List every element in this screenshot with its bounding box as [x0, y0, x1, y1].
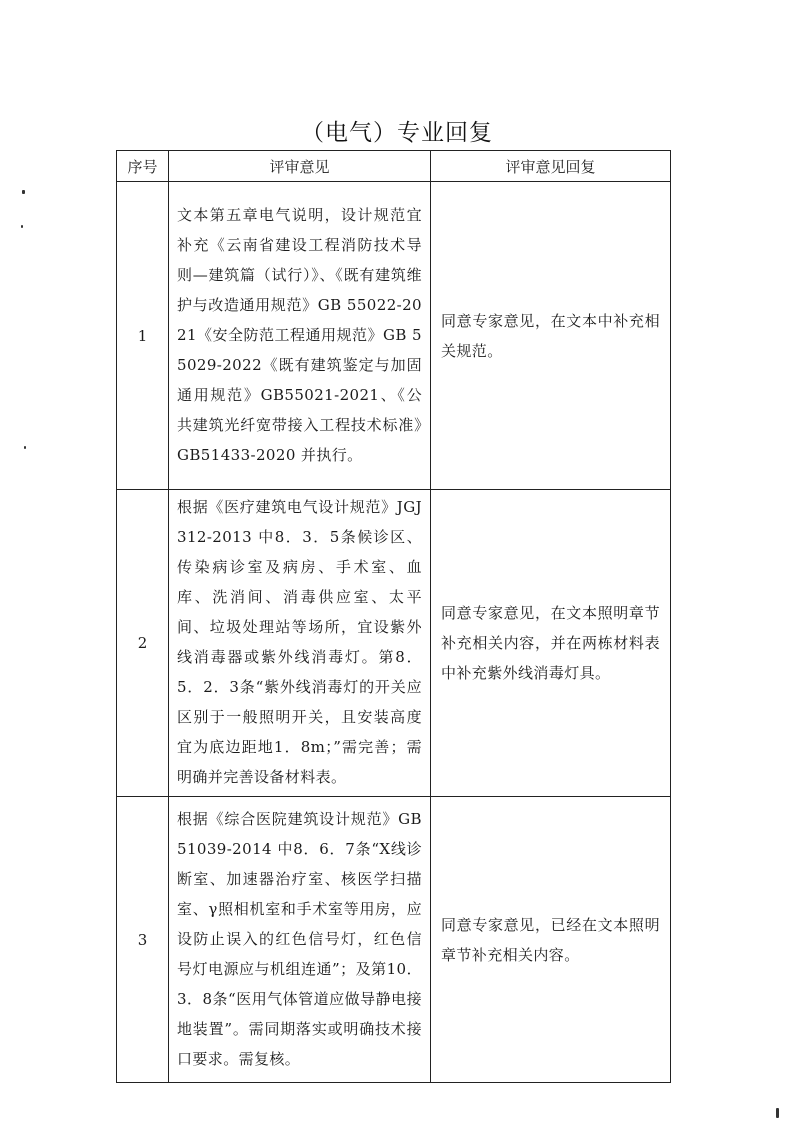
row-number: 1: [117, 182, 169, 490]
review-reply-text: 同意专家意见，已经在文本照明章节补充相关内容。: [431, 797, 671, 1083]
review-opinion-text: 根据《综合医院建筑设计规范》GB 51039-2014 中8．6．7条“X线诊断室、加速器治疗室、核医学扫描室、γ照相机室和手术室等用房，应设防止误入的红色信号灯，红色信号灯电源应与机组连通”；及第10．3．8条“医用气体管道应做导静电接地装置”。需同期落实或明确技术接口要求。需复核。: [169, 797, 431, 1083]
row-number: 3: [117, 797, 169, 1083]
review-opinion-text: 文本第五章电气说明，设计规范宜补充《云南省建设工程消防技术导则—建筑篇（试行）》、《既有建筑维护与改造通用规范》GB 55022-2021《安全防范工程通用规范》GB 55029-2022《既有建筑鉴定与加固通用规范》GB55021-2021、《公共建筑光纤宽带接入工程技术标准》GB51433-2020 并执行。: [169, 182, 431, 490]
header-review-reply: 评审意见回复: [431, 151, 671, 182]
scan-speck: [21, 225, 23, 228]
scan-speck: [22, 190, 25, 194]
table-header-row: [117, 151, 671, 182]
table-row: [117, 797, 671, 1083]
scan-speck: [776, 1108, 779, 1118]
header-serial-number: 序号: [117, 151, 169, 182]
scan-speck: [24, 446, 26, 449]
review-reply-text: 同意专家意见，在文本照明章节补充相关内容，并在两栋材料表中补充紫外线消毒灯具。: [431, 490, 671, 797]
review-opinion-text: 根据《医疗建筑电气设计规范》JGJ 312-2013 中8．3．5条候诊区、传染病诊室及病房、手术室、血库、洗消间、消毒供应室、太平间、垃圾处理站等场所，宜设紫外线消毒器或紫外线消毒灯。第8．5．2．3条“紫外线消毒灯的开关应区别于一般照明开关，且安装高度宜为底边距地1．8m；”需完善；需明确并完善设备材料表。: [169, 490, 431, 797]
review-reply-text: 同意专家意见，在文本中补充相关规范。: [431, 182, 671, 490]
header-review-opinion: 评审意见: [169, 151, 431, 182]
page-title: （电气）专业回复: [301, 120, 493, 146]
row-number: 2: [117, 490, 169, 797]
review-table: [116, 150, 671, 1083]
table-row: [117, 182, 671, 490]
table-row: [117, 490, 671, 797]
